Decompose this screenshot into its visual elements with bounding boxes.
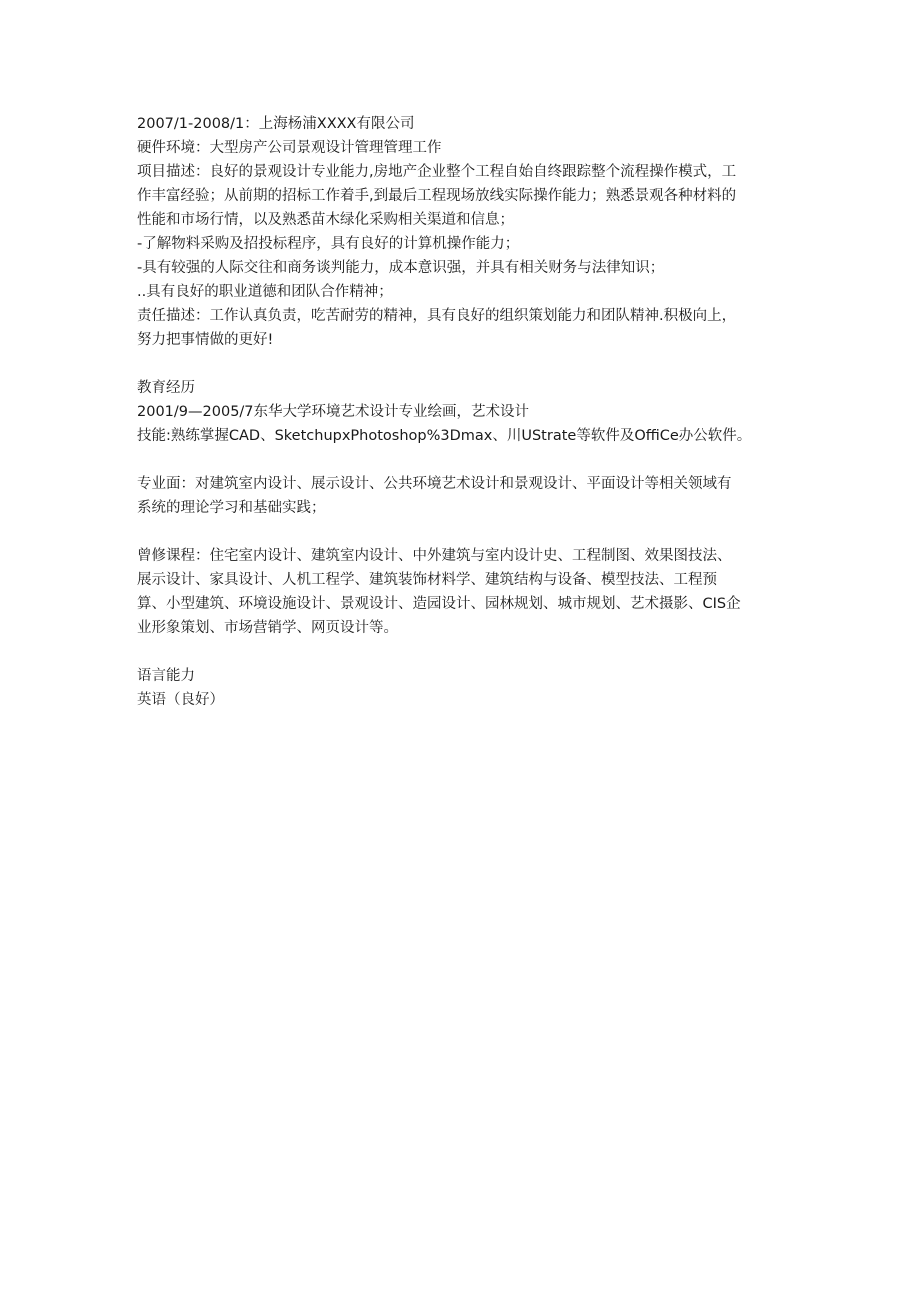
bullet-communication: -具有较强的人际交往和商务谈判能力，成本意识强，并具有相关财务与法律知识； [137,260,665,276]
resume-content [137,112,787,712]
language-value: 英语（良好） [137,692,224,708]
responsibility-line-1: 责任描述：工作认真负责，吃苦耐劳的精神，具有良好的组织策划能力和团队精神.积极向上， [137,308,737,324]
experience-environment: 硬件环境：大型房产公司景观设计管理管理工作 [137,140,442,156]
language-section [137,664,787,712]
education-section [137,376,787,448]
project-description-line-2: 作丰富经验；从前期的招标工作着手,到最后工程现场放线实际操作能力；熟悉景观各种材料的 [137,188,737,204]
project-description-line-1: 项目描述：良好的景观设计专业能力,房地产企业整个工程自始自终跟踪整个流程操作模式，工 [137,164,737,180]
education-heading: 教育经历 [137,380,195,396]
education-period: 2001/9—2005/7东华大学环境艺术设计专业绘画，艺术设计 [137,404,530,420]
courses-line-4: 业形象策划、市场营销学、网页设计等。 [137,620,398,636]
work-experience-section [137,112,787,352]
spacer [137,640,787,664]
specialty-section [137,472,787,520]
spacer [137,520,787,544]
project-description-line-3: 性能和市场行情，以及熟悉苗木绿化采购相关渠道和信息； [137,212,514,228]
bullet-procurement: -了解物料采购及招投标程序，具有良好的计算机操作能力； [137,236,520,252]
bullet-ethics: ..具有良好的职业道德和团队合作精神； [137,284,393,300]
responsibility-line-2: 努力把事情做的更好! [137,332,274,348]
specialty-line-1: 专业面：对建筑室内设计、展示设计、公共环境艺术设计和景观设计、平面设计等相关领域有 [137,476,732,492]
experience-period-company: 2007/1-2008/1：上海杨浦XXXX有限公司 [137,116,415,132]
courses-section [137,544,787,640]
courses-line-2: 展示设计、家具设计、人机工程学、建筑装饰材料学、建筑结构与设备、模型技法、工程预 [137,572,717,588]
courses-line-3: 算、小型建筑、环境设施设计、景观设计、造园设计、园林规划、城市规划、艺术摄影、CIS企 [137,596,741,612]
spacer [137,352,787,376]
courses-line-1: 曾修课程：住宅室内设计、建筑室内设计、中外建筑与室内设计史、工程制图、效果图技法、 [137,548,732,564]
education-skills: 技能:熟练掌握CAD、SketchupxPhotoshop%3Dmax、川UStrate等软件及OffiCe办公软件。 [137,428,752,444]
language-heading: 语言能力 [137,668,195,684]
spacer [137,448,787,472]
specialty-line-2: 系统的理论学习和基础实践； [137,500,326,516]
